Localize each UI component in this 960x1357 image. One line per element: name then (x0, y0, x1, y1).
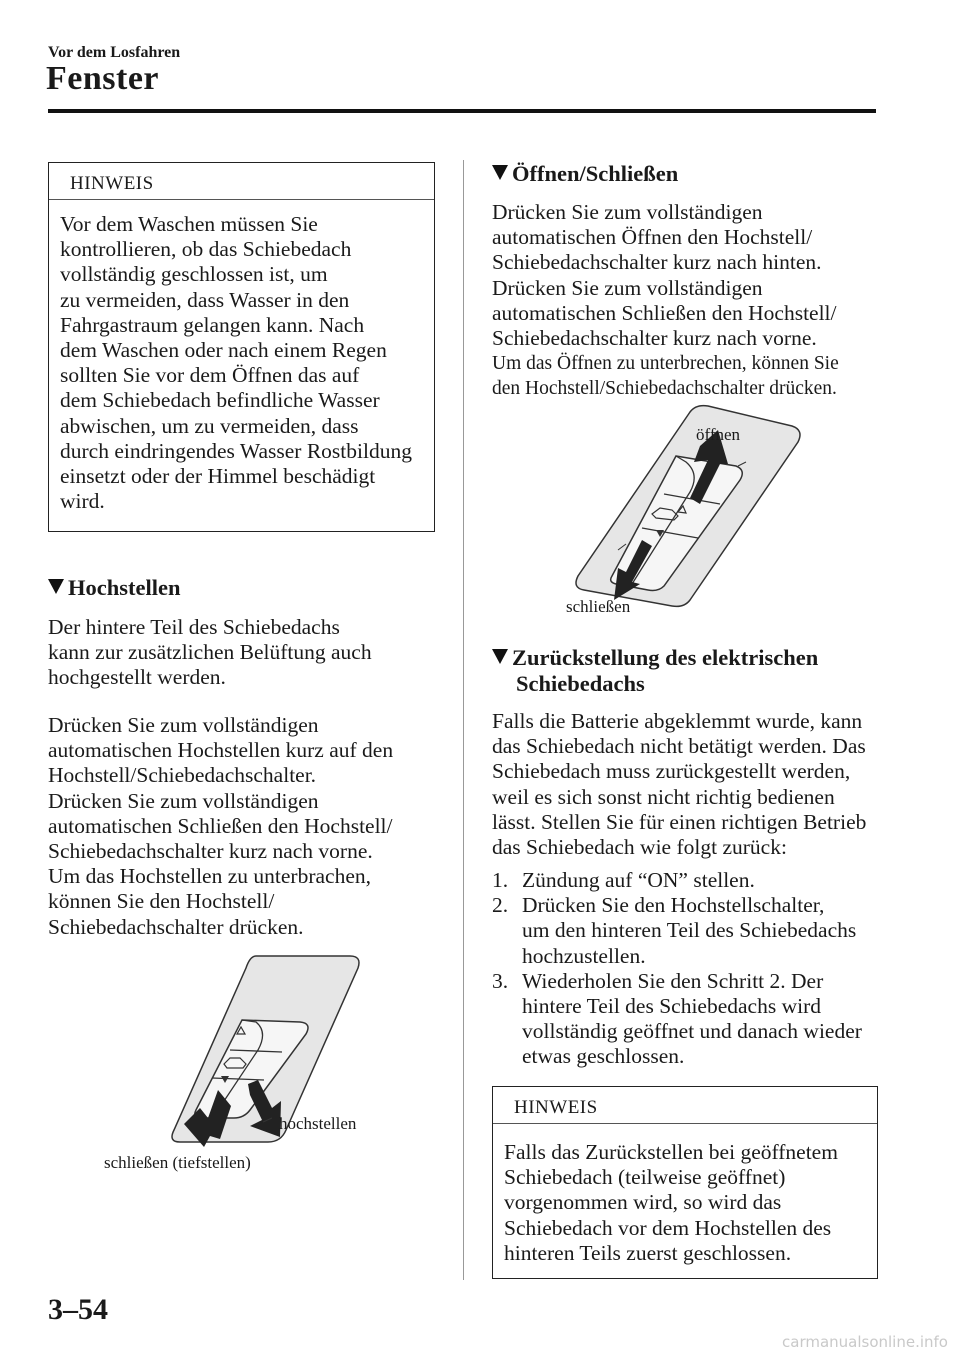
text-line: hochgestellt werden. (48, 665, 226, 690)
heading-oeffnen-schliessen: Öffnen/Schließen (492, 161, 678, 187)
text-line: Wiederholen Sie den Schritt 2. Der (522, 968, 824, 993)
text-line: abwischen, um zu vermeiden, dass (60, 413, 359, 438)
text-line: kann zur zusätzlichen Belüftung auch (48, 640, 372, 665)
paragraph-hochstellen-operation (48, 713, 453, 940)
note-label: HINWEIS (514, 1097, 598, 1118)
text-line: Um das Öffnen zu unterbrechen, können Sie (492, 353, 839, 375)
text-line: lässt. Stellen Sie für einen richtigen Betrieb (492, 809, 867, 834)
text-line: Drücken Sie zum vollständigen (492, 200, 763, 224)
text-line: Falls das Zurückstellen bei geöffnetem (504, 1140, 838, 1164)
triangle-bullet-icon (48, 579, 64, 594)
text-line: Schiebedachschalter kurz nach vorne. (492, 326, 817, 351)
text-line: kontrollieren, ob das Schiebedach (60, 237, 352, 262)
text-line: Schiebedachschalter drücken. (48, 914, 304, 939)
text-line: Drücken Sie den Hochstellschalter, (522, 893, 825, 918)
note-box-reset (492, 1086, 878, 1279)
reset-steps-list (492, 868, 876, 1070)
text-line: hochzustellen. (522, 943, 646, 968)
watermark[interactable]: carmanualsonline.info (782, 1333, 948, 1351)
text-line: Schiebedach muss zurückgestellt werden, (492, 759, 851, 784)
section-label: Vor dem Losfahren (48, 44, 181, 61)
note-label: HINWEIS (70, 173, 154, 194)
text-line: hinteren Teils zuerst geschlossen. (504, 1240, 792, 1265)
text-line: Drücken Sie zum vollständigen (48, 788, 319, 813)
triangle-bullet-icon (492, 165, 508, 180)
label-schliessen-tiefstellen: schließen (tiefstellen) (104, 1153, 251, 1172)
text-line: zu vermeiden, dass Wasser in den (60, 287, 350, 312)
text-line: Der hintere Teil des Schiebedachs (48, 615, 340, 639)
label-hochstellen: hochstellen (279, 1114, 357, 1133)
label-oeffnen: öffnen (696, 425, 741, 444)
text-line: automatischen Schließen den Hochstell/ (48, 813, 393, 838)
heading-hochstellen: Hochstellen (48, 575, 181, 601)
text-line: Schiebedachschalter kurz nach hinten. (492, 250, 822, 275)
text-line: Falls die Batterie abgeklemmt wurde, kann (492, 709, 863, 733)
page-number: 3–54 (48, 1293, 108, 1326)
text-line: können Sie den Hochstell/ (48, 889, 275, 914)
column-divider (463, 160, 464, 1280)
text-line: Schiebedachschalter kurz nach vorne. (48, 839, 373, 864)
text-line: Drücken Sie zum vollständigen (48, 713, 319, 737)
text-line: das Schiebedach wie folgt zurück: (492, 835, 787, 860)
text-line: Drücken Sie zum vollständigen (492, 275, 763, 300)
text-line: vollständig geöffnet und danach wieder (522, 1019, 862, 1044)
paragraph-hochstellen-intro (48, 615, 448, 691)
list-item: 3. Wiederholen Sie den Schritt 2. Der hintere Teil des Schiebedachs wird vollständig geöffnet und danach wieder etwas geschlossen. (492, 969, 876, 1070)
text-line: automatischen Hochstellen kurz auf den (48, 738, 394, 763)
text-line: weil es sich sonst nicht richtig bedienen (492, 784, 835, 809)
text-line: Vor dem Waschen müssen Sie (60, 212, 318, 236)
text-line: Schiebedach vor dem Hochstellen des (504, 1215, 832, 1240)
text-line: vollständig geschlossen ist, um (60, 262, 328, 287)
text-line: Zündung auf “ON” stellen. (522, 868, 755, 892)
text-line: Schiebedach (teilweise geöffnet) (504, 1165, 786, 1190)
heading-zurueckstellung: Zurückstellung des elektrischen Schiebedachs (492, 645, 818, 697)
text-line: dem Schiebedach befindliche Wasser (60, 388, 380, 413)
open-close-switch-illustration (560, 400, 810, 610)
text-line: vorgenommen wird, so wird das (504, 1190, 782, 1215)
text-line: etwas geschlossen. (522, 1044, 685, 1069)
note-body (49, 200, 434, 526)
text-line: sollten Sie vor dem Öffnen das auf (60, 363, 360, 388)
text-line: einsetzt oder der Himmel beschädigt (60, 464, 376, 489)
title-rule (48, 109, 876, 113)
text-line: durch eindringendes Wasser Rostbildung (60, 438, 412, 463)
text-line: Fahrgastraum gelangen kann. Nach (60, 312, 365, 337)
text-line: Hochstell/Schiebedachschalter. (48, 763, 317, 788)
text-line: wird. (60, 489, 105, 514)
text-line: das Schiebedach nicht betätigt werden. Das (492, 734, 866, 759)
text-line: dem Waschen oder nach einem Regen (60, 338, 387, 363)
triangle-bullet-icon (492, 649, 508, 664)
paragraph-oeffnen (492, 200, 892, 402)
text-line: automatischen Schließen den Hochstell/ (492, 300, 837, 325)
note-box-washing (48, 162, 435, 532)
text-line: Um das Hochstellen zu unterbrachen, (48, 864, 371, 889)
note-body (493, 1124, 877, 1278)
page-title: Fenster (46, 60, 160, 97)
paragraph-zurueckstellung (492, 709, 892, 860)
text-line: hintere Teil des Schiebedachs wird (522, 994, 822, 1019)
list-item: 1. Zündung auf “ON” stellen. (492, 868, 876, 893)
label-schliessen: schließen (566, 597, 631, 616)
text-line: automatischen Öffnen den Hochstell/ (492, 225, 813, 250)
text-line: den Hochstell/Schiebedachschalter drücken. (492, 378, 837, 400)
text-line: um den hinteren Teil des Schiebedachs (522, 918, 857, 943)
list-item: 2. Drücken Sie den Hochstellschalter, um den hinteren Teil des Schiebedachs hochzustellen. (492, 893, 876, 969)
